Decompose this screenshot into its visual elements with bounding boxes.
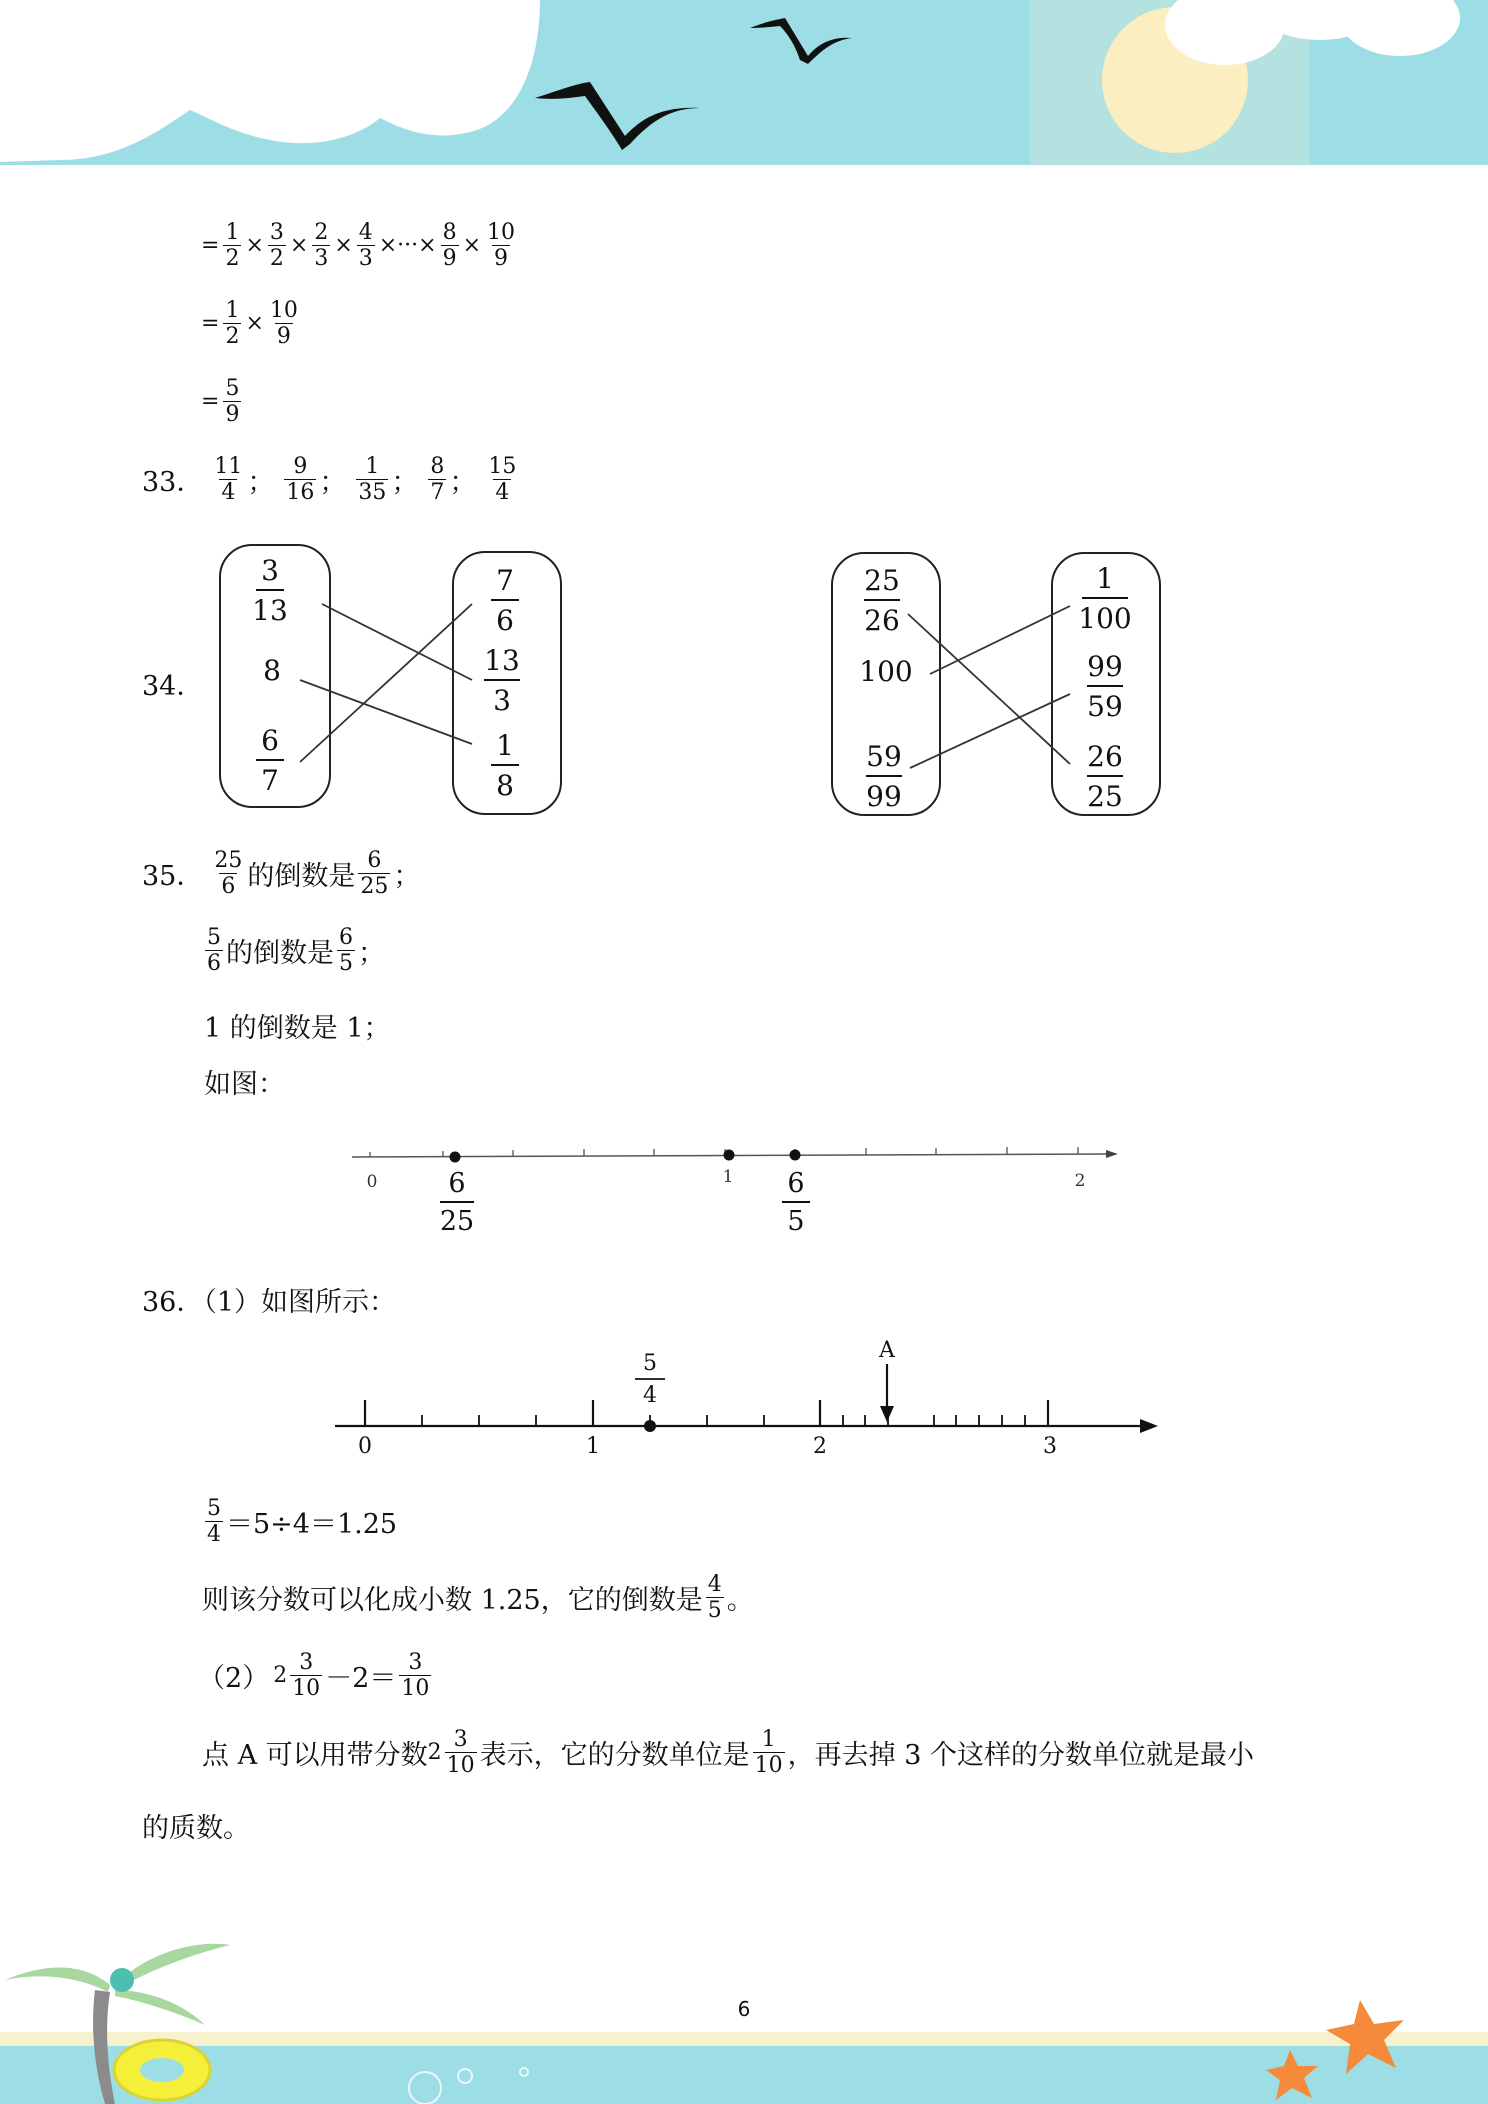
fraction: $\frac{3}{10}$ (401, 1650, 430, 1702)
fraction: $\frac{4}{3}$ (358, 220, 373, 272)
q33-answer: 33． $\frac{11}{4}$ ； $\frac{9}{16}$ ； $\frac{1}{35}$ ； $\frac{8}{7}$ ； $\frac{15}{4}$ (142, 454, 517, 506)
right-a-den: 100 (1078, 602, 1132, 635)
match-line (910, 694, 1070, 768)
left-a-den: 13 (252, 594, 288, 627)
left-c-num: 6 (261, 724, 279, 757)
page-number: 6 (737, 1997, 751, 2021)
point-label-num: 6 (448, 1168, 466, 1199)
fraction: $\frac{6}{25}$ (360, 848, 389, 900)
match-line (908, 614, 1070, 764)
number-line-1 (340, 1130, 1140, 1250)
left-c-num: 59 (866, 740, 902, 773)
fraction: $\frac{10}{9}$ (487, 220, 516, 272)
left-b: 100 (859, 655, 913, 688)
q35-line-1: 35． $\frac{25}{6}$ 的倒数是 $\frac{6}{25}$ ； (142, 848, 421, 900)
point-label-num: 6 (787, 1168, 805, 1199)
tick-label-1: 1 (722, 1167, 734, 1187)
fraction: $\frac{3}{2}$ (269, 220, 284, 272)
left-c-den: 99 (866, 780, 902, 813)
fraction: $\frac{1}{2}$ (225, 220, 240, 272)
match-line (300, 680, 472, 744)
fraction: $\frac{10}{9}$ (269, 298, 298, 350)
point-a-label: A (879, 1338, 895, 1363)
tick-label-0: 0 (366, 1172, 378, 1192)
fraction: $\frac{2}{3}$ (314, 220, 329, 272)
lifebuoy-icon (114, 2040, 210, 2100)
right-b-den: 3 (493, 684, 511, 717)
fraction: $\frac{25}{6}$ (214, 848, 243, 900)
tick-label-3: 3 (1043, 1434, 1057, 1459)
fraction: $\frac{5}{6}$ (207, 925, 221, 977)
right-c-den: 25 (1087, 780, 1123, 813)
fraction: $\frac{8}{7}$ (430, 454, 445, 506)
q36-equation-1: $\frac{5}{4}$ ＝5÷4＝1.25 (207, 1496, 398, 1548)
left-a-num: 25 (864, 564, 900, 597)
fraction: $\frac{1}{2}$ (225, 298, 240, 350)
calc-line-3: = $\frac{5}{9}$ (201, 376, 240, 428)
right-b-num: 13 (484, 644, 520, 677)
tick-label-2: 2 (813, 1434, 827, 1459)
q36-line-5: 的质数。 (142, 1813, 250, 1844)
left-a-num: 3 (261, 554, 279, 587)
right-c-den: 8 (496, 769, 514, 802)
fraction: $\frac{5}{9}$ (225, 376, 240, 428)
q35-line-2: $\frac{5}{6}$ 的倒数是 $\frac{6}{5}$ ； (207, 925, 385, 977)
fraction: $\frac{6}{5}$ (339, 925, 353, 977)
left-a-den: 26 (864, 604, 900, 637)
fraction: $\frac{8}{9}$ (442, 220, 457, 272)
fraction: $\frac{3}{10}$ (446, 1727, 475, 1779)
matching-diagram-2 (820, 548, 1180, 828)
q36-heading: 36．（1）如图所示： (142, 1287, 397, 1318)
fraction: $\frac{3}{10}$ (292, 1650, 321, 1702)
match-line (322, 604, 472, 680)
fraction: $\frac{5}{4}$ (207, 1496, 221, 1548)
q36-line-2: 则该分数可以化成小数 1.25，它的倒数是 $\frac{4}{5}$ 。 (202, 1572, 754, 1624)
fraction: $\frac{1}{35}$ (358, 454, 387, 506)
question-number: 35． (142, 861, 204, 893)
fraction: $\frac{1}{10}$ (754, 1727, 783, 1779)
tick-label-1: 1 (586, 1434, 600, 1459)
tick-label-2: 2 (1074, 1171, 1086, 1191)
right-b-num: 99 (1087, 650, 1123, 683)
right-c-num: 26 (1087, 740, 1123, 773)
right-a-num: 1 (1096, 562, 1114, 595)
right-b-den: 59 (1087, 690, 1123, 723)
question-number: 33． (142, 467, 204, 499)
matching-diagram-1 (210, 540, 570, 820)
fraction: $\frac{15}{4}$ (488, 454, 517, 506)
q36-line-3: （2） 2 $\frac{3}{10}$ －2＝ $\frac{3}{10}$ (198, 1650, 430, 1702)
tick-label-0: 0 (358, 1434, 372, 1459)
point-label-num: 5 (643, 1351, 657, 1376)
right-a-num: 7 (496, 564, 514, 597)
point-label-den: 25 (439, 1206, 475, 1237)
calc-line-2: = $\frac{1}{2}$ × $\frac{10}{9}$ (201, 298, 298, 350)
point-6-5 (790, 1150, 801, 1161)
point-6-25 (450, 1152, 461, 1163)
q36-line-4: 点 A 可以用带分数 2 $\frac{3}{10}$ 表示，它的分数单位是 $\frac{1}{10}$ ，再去掉 3 个这样的分数单位就是最小 (202, 1727, 1255, 1779)
question-number: 34． (142, 671, 204, 702)
point-label-den: 4 (643, 1383, 657, 1408)
fraction: $\frac{9}{16}$ (286, 454, 315, 506)
fraction: $\frac{11}{4}$ (214, 454, 243, 506)
left-b: 8 (263, 654, 281, 687)
fraction: $\frac{4}{5}$ (707, 1572, 722, 1624)
point-1 (724, 1150, 735, 1161)
number-line-2 (330, 1330, 1170, 1460)
q35-line-4: 如图： (204, 1069, 285, 1100)
match-line (930, 606, 1070, 674)
match-line (300, 604, 472, 762)
left-c-den: 7 (261, 764, 279, 797)
q35-line-3: 1 的倒数是 1； (204, 1013, 391, 1044)
header-banner (0, 0, 1488, 170)
calc-line-1: = $\frac{1}{2}$ × $\frac{3}{2}$ × $\frac{2}{3}$ × $\frac{4}{3}$ ×···× $\frac{8}{9}$ × $\frac{10}{9}$ (201, 220, 516, 272)
right-c-num: 1 (496, 729, 514, 762)
point-5-4 (644, 1420, 656, 1432)
point-label-den: 5 (787, 1206, 805, 1237)
right-a-den: 6 (496, 604, 514, 637)
